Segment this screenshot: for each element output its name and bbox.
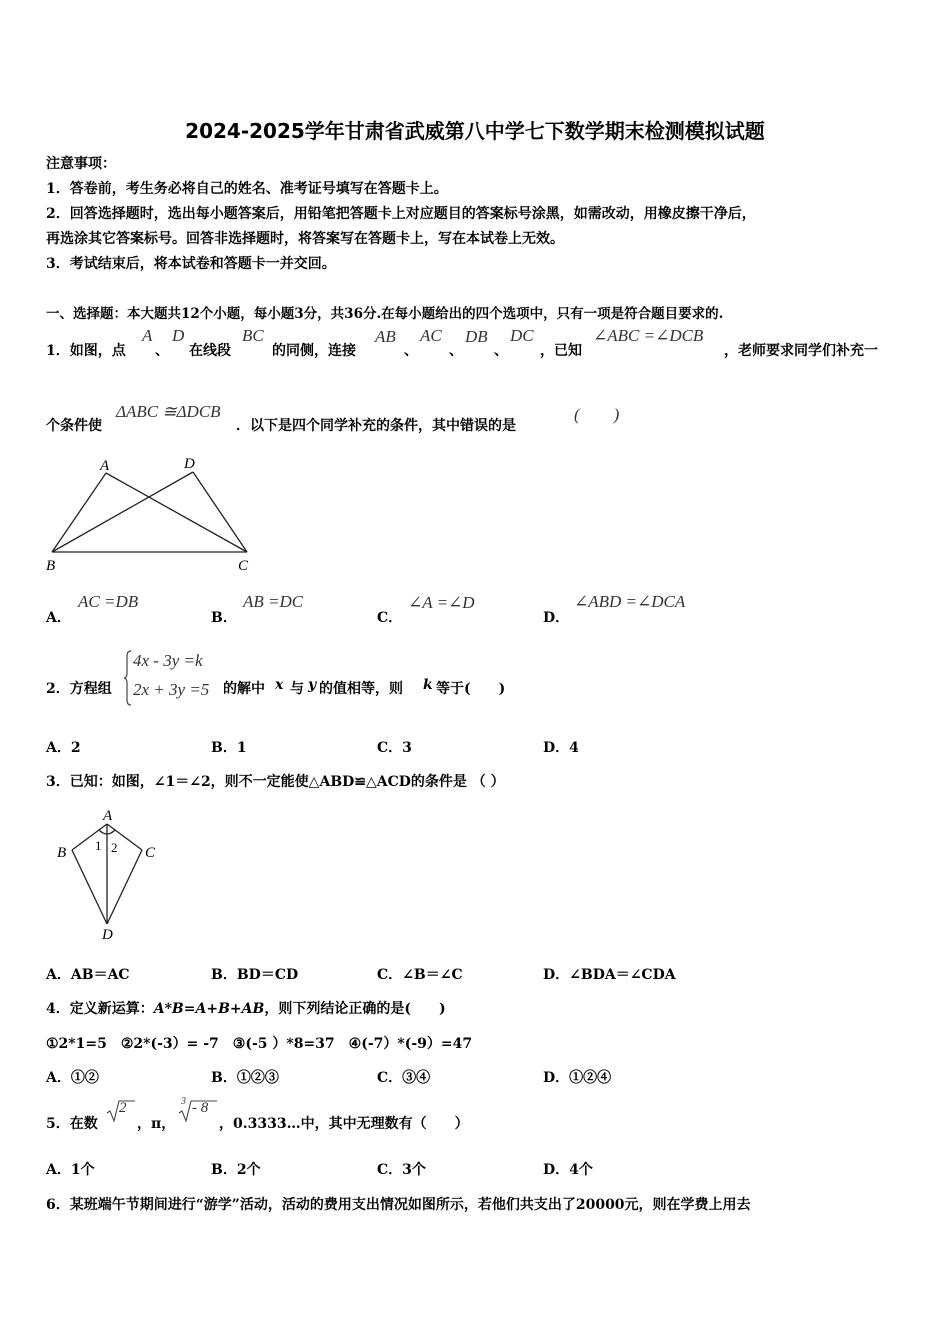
q1-option-a-label: A．: [46, 610, 71, 626]
notice-item-2: 2．回答选择题时，选出每小题答案后，用铅笔把答题卡上对应题目的答案标号涂黑，如需改动，用橡皮擦干净后，: [46, 206, 756, 222]
q3-text: 3．已知：如图，∠1＝∠2，则不一定能使△ABD≌△ACD的条件是 （ ）: [46, 774, 505, 790]
q5-root-index: 3: [181, 1096, 186, 1107]
q5-option-c: C．3个: [377, 1162, 426, 1178]
q1-math-congruence: ΔABC ≅ΔDCB: [116, 402, 221, 421]
q3-option-b: B．BD＝CD: [211, 967, 299, 983]
q2-text-1: 2．方程组: [46, 681, 112, 697]
q2-equation-1: 4x - 3y =k: [133, 651, 203, 670]
q1-option-c: ∠A =∠D: [408, 593, 475, 612]
q6-text: 6．某班端午节期间进行“游学”活动，活动的费用支出情况如图所示，若他们共支出了20000元，则在学费上用去: [46, 1197, 751, 1213]
q5-option-b: B．2个: [211, 1162, 261, 1178]
q1-math-DB: DB: [465, 327, 488, 346]
q4-text: 4．定义新运算：A*B=A+B+AB，则下列结论正确的是( ): [46, 1001, 446, 1017]
q1-text-1: 1．如图，点: [46, 343, 126, 359]
page-title: 2024-2025学年甘肃省武威第八中学七下数学期末检测模拟试题: [185, 119, 765, 143]
q1-math-angle: ∠ABC =∠DCB: [593, 326, 704, 345]
q1-math-DC: DC: [510, 326, 534, 345]
q2-option-a: A．2: [46, 740, 81, 756]
q4-option-a: A．①②: [46, 1070, 99, 1086]
q2-var-y: y: [308, 677, 317, 693]
q1-fig-label-C: C: [238, 558, 249, 574]
q2-text-4: 的值相等，则: [319, 681, 403, 697]
notice-heading: 注意事项：: [46, 156, 116, 172]
q1-option-c-label: C．: [377, 610, 403, 626]
q4-option-d: D．①②④: [543, 1070, 612, 1086]
q5-sqrt-radicand: 2: [119, 1100, 127, 1116]
q4-option-b: B．①②③: [211, 1070, 279, 1086]
notice-item-2-cont: 再选涂其它答案标号。回答非选择题时，将答案写在答题卡上，写在本试卷上无效。: [46, 231, 564, 247]
q2-text-3: 与: [290, 681, 304, 697]
q1-math-D: D: [172, 326, 185, 345]
q3-option-c: C．∠B＝∠C: [377, 967, 463, 983]
q2-option-d: D．4: [543, 740, 579, 756]
q4-definition: A*B=A+B+AB: [153, 1001, 265, 1017]
q1-math-A: A: [142, 326, 153, 345]
q3-fig-label-D: D: [102, 927, 113, 943]
q3-option-d: D．∠BDA＝∠CDA: [543, 967, 676, 983]
q5-text-2: ，π，: [137, 1116, 176, 1132]
q1-text-7: ．以下是四个同学补充的条件，其中错误的是: [236, 418, 516, 434]
q2-var-x: x: [275, 677, 284, 693]
q1-fig-label-A: A: [100, 458, 110, 474]
q2-text-2: 的解中: [223, 681, 265, 697]
q3-fig-label-A: A: [103, 808, 113, 824]
q2-option-b: B．1: [211, 740, 247, 756]
q5-option-a: A．1个: [46, 1162, 95, 1178]
q1-fig-label-D: D: [184, 456, 195, 472]
q1-option-b: AB =DC: [243, 592, 304, 611]
q1-text-2: 在线段: [189, 343, 231, 359]
q1-option-d: ∠ABD =∠DCA: [574, 592, 686, 611]
q1-text-5: ，老师要求同学们补充一: [724, 343, 878, 359]
q3-fig-angle-1: 1: [95, 838, 102, 853]
q1-text-4: ，已知: [540, 343, 582, 359]
q3-fig-angle-2: 2: [111, 840, 118, 855]
q4-statements: ①2*1=5 ②2*(-3）= -7 ③(-5 ）*8=37 ④(-7）*(-9）=47: [46, 1036, 473, 1052]
q5-cbrt-radicand: - 8: [192, 1100, 209, 1116]
q1-sep: 、: [449, 343, 463, 359]
q1-fig-label-B: B: [46, 558, 56, 574]
q1-figure: [40, 452, 270, 577]
notice-item-1: 1．答卷前，考生务必将自己的姓名、准考证号填写在答题卡上。: [46, 181, 448, 197]
q2-text-5: 等于( ): [436, 681, 506, 697]
q1-option-d-label: D．: [543, 610, 570, 626]
q2-brace: [124, 650, 132, 706]
q3-fig-label-B: B: [57, 845, 67, 861]
q1-text-6: 个条件使: [46, 418, 102, 434]
q1-sep: 、: [404, 343, 418, 359]
q5-text-3: ，0.3333…中，其中无理数有（ ）: [219, 1116, 469, 1132]
q2-equation-2: 2x + 3y =5: [133, 680, 210, 699]
q5-text-1: 5．在数: [46, 1116, 98, 1132]
q3-fig-label-C: C: [145, 845, 156, 861]
q2-var-k: k: [423, 677, 433, 693]
q1-option-b-label: B．: [211, 610, 237, 626]
q1-math-AB: AB: [375, 327, 396, 346]
q1-answer-paren: ( ): [574, 405, 620, 424]
q1-text-3: 的同侧，连接: [272, 343, 356, 359]
q1-option-a: AC =DB: [78, 592, 139, 611]
q1-math-BC: BC: [242, 326, 264, 345]
notice-item-3: 3．考试结束后，将本试卷和答题卡一并交回。: [46, 256, 336, 272]
q1-math-AC: AC: [420, 326, 442, 345]
q3-figure: [52, 806, 167, 946]
q1-sep: 、: [155, 343, 169, 359]
q2-option-c: C．3: [377, 740, 412, 756]
section-heading: 一、选择题：本大题共12个小题，每小题3分，共36分.在每小题给出的四个选项中，只有一项是符合题目要求的.: [46, 306, 724, 322]
q3-option-a: A．AB＝AC: [46, 967, 130, 983]
q1-sep: 、: [494, 343, 508, 359]
q5-option-d: D．4个: [543, 1162, 593, 1178]
q4-option-c: C．③④: [377, 1070, 431, 1086]
